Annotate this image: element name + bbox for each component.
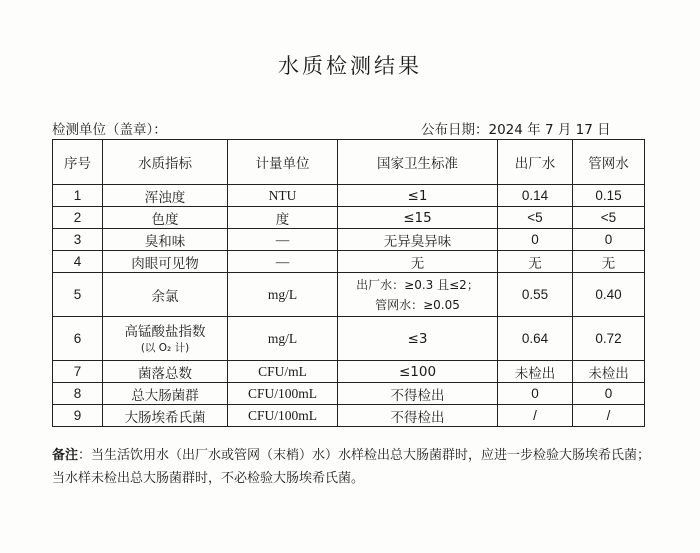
cell-unit: CFU/100mL bbox=[228, 383, 338, 405]
table-row bbox=[53, 273, 645, 317]
cell-standard: ≤100 bbox=[338, 361, 498, 383]
cell-index: 8 bbox=[53, 383, 103, 405]
cell-index: 7 bbox=[53, 361, 103, 383]
cell-factory-value: 无 bbox=[498, 251, 573, 273]
table-row bbox=[53, 361, 645, 383]
cell-index: 9 bbox=[53, 405, 103, 427]
publish-date: 公布日期：2024 年 7 月 17 日 bbox=[421, 122, 611, 138]
cell-indicator: 臭和味 bbox=[103, 229, 228, 251]
table-row bbox=[53, 405, 645, 427]
table-row bbox=[53, 185, 645, 207]
cell-indicator: 菌落总数 bbox=[103, 361, 228, 383]
cell-factory-value: <5 bbox=[498, 207, 573, 229]
table-row bbox=[53, 317, 645, 361]
cell-standard: 无异臭异味 bbox=[338, 229, 498, 251]
cell-index: 2 bbox=[53, 207, 103, 229]
cell-unit: NTU bbox=[228, 185, 338, 207]
header-unit: 计量单位 bbox=[228, 140, 338, 185]
cell-network-value: 0 bbox=[573, 229, 645, 251]
cell-index: 4 bbox=[53, 251, 103, 273]
table-header-row bbox=[53, 140, 645, 185]
indicator-name: 高锰酸盐指数 bbox=[124, 323, 206, 340]
cell-network-value: 0.15 bbox=[573, 185, 645, 207]
header-index: 序号 bbox=[53, 140, 103, 185]
standard-line-network: 管网水：≥0.05 bbox=[375, 297, 460, 312]
cell-standard: 不得检出 bbox=[338, 383, 498, 405]
cell-factory-value: 0 bbox=[498, 383, 573, 405]
cell-indicator: 大肠埃希氏菌 bbox=[103, 405, 228, 427]
remark-label: 备注 bbox=[52, 448, 79, 463]
cell-standard bbox=[338, 273, 498, 317]
remark-text: ：当生活饮用水（出厂水或管网（末梢）水）水样检出总大肠菌群时，应进一步检验大肠埃希氏菌；当水样未检出总大肠菌群时，不必检验大肠埃希氏菌。 bbox=[52, 448, 651, 486]
cell-unit: mg/L bbox=[228, 317, 338, 361]
table-row bbox=[53, 251, 645, 273]
table-row bbox=[53, 383, 645, 405]
page-title: 水质检测结果 bbox=[278, 54, 422, 78]
cell-network-value: 0.40 bbox=[573, 273, 645, 317]
header-network-water: 管网水 bbox=[573, 140, 645, 185]
cell-standard: ≤15 bbox=[338, 207, 498, 229]
cell-indicator: 肉眼可见物 bbox=[103, 251, 228, 273]
cell-factory-value: 0.55 bbox=[498, 273, 573, 317]
cell-unit: — bbox=[228, 229, 338, 251]
cell-unit: — bbox=[228, 251, 338, 273]
water-quality-table bbox=[52, 139, 645, 427]
testing-unit-label: 检测单位（盖章）： bbox=[52, 122, 167, 138]
cell-unit: CFU/100mL bbox=[228, 405, 338, 427]
cell-index: 5 bbox=[53, 273, 103, 317]
cell-network-value: 0 bbox=[573, 383, 645, 405]
remark-note bbox=[52, 444, 652, 490]
cell-factory-value: 0 bbox=[498, 229, 573, 251]
cell-indicator: 浑浊度 bbox=[103, 185, 228, 207]
table-row bbox=[53, 229, 645, 251]
cell-factory-value: 未检出 bbox=[498, 361, 573, 383]
cell-indicator: 总大肠菌群 bbox=[103, 383, 228, 405]
cell-indicator: 余氯 bbox=[103, 273, 228, 317]
cell-standard: ≤1 bbox=[338, 185, 498, 207]
cell-network-value: <5 bbox=[573, 207, 645, 229]
cell-network-value: 0.72 bbox=[573, 317, 645, 361]
cell-indicator: 色度 bbox=[103, 207, 228, 229]
cell-index: 6 bbox=[53, 317, 103, 361]
standard-line-factory: 出厂水：≥0.3 且≤2； bbox=[356, 277, 479, 292]
indicator-subnote: (以 O₂ 计) bbox=[140, 341, 190, 354]
cell-network-value: 未检出 bbox=[573, 361, 645, 383]
header-indicator: 水质指标 bbox=[103, 140, 228, 185]
cell-factory-value: / bbox=[498, 405, 573, 427]
cell-network-value: 无 bbox=[573, 251, 645, 273]
cell-standard: 不得检出 bbox=[338, 405, 498, 427]
cell-unit: mg/L bbox=[228, 273, 338, 317]
cell-standard: ≤3 bbox=[338, 317, 498, 361]
header-factory-water: 出厂水 bbox=[498, 140, 573, 185]
cell-standard: 无 bbox=[338, 251, 498, 273]
cell-factory-value: 0.14 bbox=[498, 185, 573, 207]
cell-indicator bbox=[103, 317, 228, 361]
header-standard: 国家卫生标准 bbox=[338, 140, 498, 185]
cell-unit: 度 bbox=[228, 207, 338, 229]
cell-index: 1 bbox=[53, 185, 103, 207]
cell-unit: CFU/mL bbox=[228, 361, 338, 383]
cell-factory-value: 0.64 bbox=[498, 317, 573, 361]
cell-network-value: / bbox=[573, 405, 645, 427]
cell-index: 3 bbox=[53, 229, 103, 251]
table-row bbox=[53, 207, 645, 229]
